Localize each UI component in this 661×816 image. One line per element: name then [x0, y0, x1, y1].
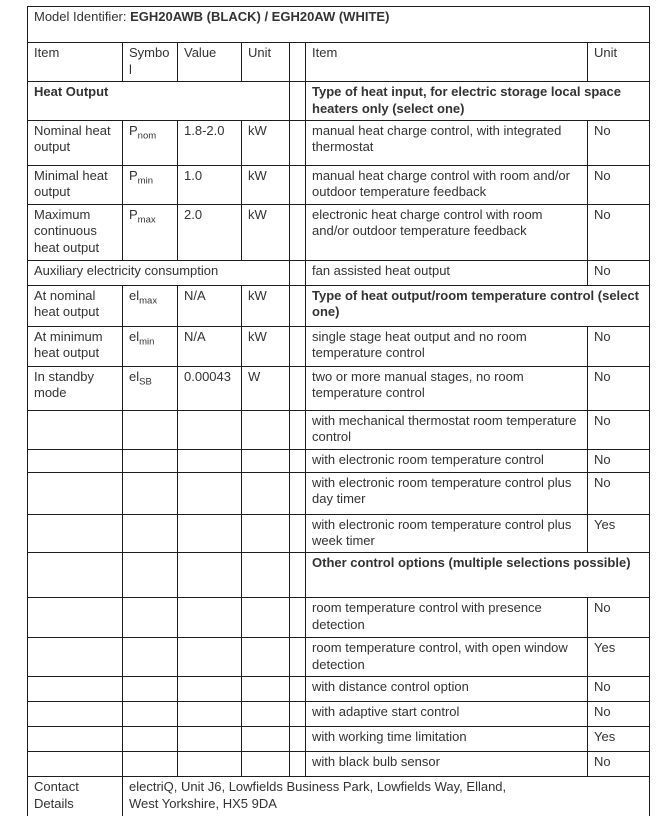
empty-cell [28, 677, 123, 702]
cell-control-option: manual heat charge control with room and/or outdoor temperature feedback [306, 165, 588, 204]
spacer-cell [290, 553, 306, 598]
spacer-cell [290, 472, 306, 514]
cell-answer: No [588, 120, 650, 165]
cell-control-option: two or more manual stages, no room temperature control [306, 366, 588, 410]
empty-cell [28, 449, 123, 472]
empty-cell [28, 410, 123, 449]
table-row [28, 7, 650, 43]
model-identifier-cell [28, 7, 650, 43]
symbol-base: P [129, 167, 138, 183]
product-spec-table [27, 6, 650, 816]
cell-value: 0.00043 [178, 366, 242, 410]
empty-cell [123, 727, 178, 752]
cell-item: Nominal heat output [28, 120, 123, 165]
cell-control-option: with distance control option [306, 677, 588, 702]
contact-details-label: Contact Details [28, 777, 123, 816]
spacer-cell [290, 260, 306, 285]
cell-symbol [123, 366, 178, 410]
cell-value: 1.0 [178, 165, 242, 204]
empty-cell [178, 410, 242, 449]
empty-cell [178, 472, 242, 514]
spacer-cell [290, 165, 306, 204]
spacer-cell [290, 638, 306, 677]
empty-cell [28, 752, 123, 777]
cell-answer: No [588, 366, 650, 410]
cell-control-option: with electronic room temperature control plus day timer [306, 472, 588, 514]
cell-item: In standby mode [28, 366, 123, 410]
symbol-base: P [129, 122, 138, 138]
model-identifier-value: EGH20AWB (BLACK) / EGH20AW (WHITE) [130, 9, 390, 24]
cell-control-option: room temperature control with presence detection [306, 598, 588, 638]
empty-cell [123, 702, 178, 727]
table-row [28, 638, 650, 677]
cell-control-option: with electronic room temperature control plus week timer [306, 514, 588, 553]
empty-cell [123, 752, 178, 777]
empty-cell [123, 514, 178, 553]
contact-address-line2: West Yorkshire, HX5 9DA [129, 796, 277, 812]
cell-control-option: manual heat charge control, with integrated thermostat [306, 120, 588, 165]
table-row [28, 43, 650, 82]
empty-cell [28, 727, 123, 752]
empty-cell [123, 472, 178, 514]
column-header-unit-right: Unit [588, 43, 650, 82]
empty-cell [242, 472, 290, 514]
empty-cell [178, 553, 242, 598]
spacer-cell [290, 598, 306, 638]
table-row [28, 702, 650, 727]
empty-cell [242, 677, 290, 702]
spacer-cell [290, 727, 306, 752]
cell-control-option: with electronic room temperature control [306, 449, 588, 472]
spacer-cell [290, 285, 306, 326]
cell-symbol [123, 326, 178, 366]
table-row [28, 553, 650, 598]
section-heading-heat-input-type: Type of heat input, for electric storage local space heaters only (select one) [306, 81, 650, 120]
empty-cell [28, 553, 123, 598]
empty-cell [123, 598, 178, 638]
cell-answer: No [588, 472, 650, 514]
table-row [28, 752, 650, 777]
empty-cell [242, 638, 290, 677]
empty-cell [178, 514, 242, 553]
cell-answer: Yes [588, 727, 650, 752]
symbol-subscript: nom [137, 130, 157, 142]
empty-cell [123, 410, 178, 449]
spacer-cell [290, 366, 306, 410]
cell-answer: No [588, 260, 650, 285]
spacer-cell [290, 120, 306, 165]
symbol-subscript: max [137, 214, 156, 226]
empty-cell [242, 598, 290, 638]
cell-answer: No [588, 752, 650, 777]
spacer-cell [290, 677, 306, 702]
empty-cell [178, 702, 242, 727]
table-row [28, 204, 650, 260]
cell-answer: No [588, 204, 650, 260]
cell-item: At nominal heat output [28, 285, 123, 326]
empty-cell [123, 449, 178, 472]
cell-answer: Yes [588, 638, 650, 677]
symbol-subscript: max [139, 295, 158, 307]
spacer-cell [290, 326, 306, 366]
empty-cell [28, 638, 123, 677]
column-header-unit-left: Unit [242, 43, 290, 82]
symbol-subscript: min [137, 175, 153, 187]
empty-cell [178, 727, 242, 752]
column-header-symbol: Symbol [123, 43, 178, 82]
cell-unit: kW [242, 165, 290, 204]
empty-cell [178, 638, 242, 677]
empty-cell [242, 702, 290, 727]
column-header-item-right: Item [306, 43, 588, 82]
empty-cell [242, 514, 290, 553]
spacer-cell [290, 449, 306, 472]
cell-symbol [123, 285, 178, 326]
symbol-base: el [129, 328, 140, 344]
table-row [28, 677, 650, 702]
empty-cell [242, 553, 290, 598]
table-row [28, 727, 650, 752]
table-row [28, 598, 650, 638]
cell-control-option: single stage heat output and no room temperature control [306, 326, 588, 366]
cell-symbol [123, 165, 178, 204]
cell-answer: No [588, 677, 650, 702]
table-row [28, 81, 650, 120]
cell-answer: No [588, 165, 650, 204]
spacer-cell [290, 204, 306, 260]
section-heading-other-control-options: Other control options (multiple selections possible) [306, 553, 650, 598]
cell-symbol [123, 204, 178, 260]
cell-value: 2.0 [178, 204, 242, 260]
cell-control-option: with mechanical thermostat room temperature control [306, 410, 588, 449]
table-row [28, 449, 650, 472]
contact-address-line1: electriQ, Unit J6, Lowfields Business Park, Lowfields Way, Elland, [129, 779, 507, 795]
empty-cell [178, 677, 242, 702]
column-header-value: Value [178, 43, 242, 82]
cell-control-option: with black bulb sensor [306, 752, 588, 777]
cell-control-option: with working time limitation [306, 727, 588, 752]
table-row [28, 366, 650, 410]
spacer-cell [290, 514, 306, 553]
table-row [28, 120, 650, 165]
cell-item-span: Auxiliary electricity consumption [28, 260, 290, 285]
cell-answer: No [588, 702, 650, 727]
model-identifier-label: Model Identifier: [34, 9, 131, 24]
section-heading-heat-output-control: Type of heat output/room temperature control (select one) [306, 285, 650, 326]
empty-cell [28, 598, 123, 638]
spacer-cell [290, 752, 306, 777]
table-row [28, 285, 650, 326]
symbol-base: el [129, 287, 140, 303]
cell-item: Maximum continuous heat output [28, 204, 123, 260]
empty-cell [123, 677, 178, 702]
cell-item: At minimum heat output [28, 326, 123, 366]
spacer-cell [290, 702, 306, 727]
cell-control-option: with adaptive start control [306, 702, 588, 727]
empty-cell [178, 449, 242, 472]
contact-details-value [123, 777, 650, 816]
empty-cell [123, 638, 178, 677]
empty-cell [178, 752, 242, 777]
empty-cell [242, 449, 290, 472]
table-row [28, 777, 650, 816]
cell-answer: No [588, 326, 650, 366]
column-header-item-left: Item [28, 43, 123, 82]
cell-value: 1.8-2.0 [178, 120, 242, 165]
cell-value: N/A [178, 326, 242, 366]
section-heading-heat-output: Heat Output [28, 81, 290, 120]
cell-unit: W [242, 366, 290, 410]
table-row [28, 472, 650, 514]
empty-cell [242, 727, 290, 752]
symbol-base: P [129, 206, 138, 222]
empty-cell [28, 702, 123, 727]
empty-cell [242, 752, 290, 777]
table-row [28, 326, 650, 366]
cell-unit: kW [242, 326, 290, 366]
table-row [28, 260, 650, 285]
empty-cell [178, 598, 242, 638]
spacer-cell [290, 410, 306, 449]
spacer-cell [290, 43, 306, 82]
cell-control-option: fan assisted heat output [306, 260, 588, 285]
cell-answer: Yes [588, 514, 650, 553]
empty-cell [28, 472, 123, 514]
symbol-subscript: SB [139, 376, 152, 388]
cell-symbol [123, 120, 178, 165]
cell-answer: No [588, 449, 650, 472]
empty-cell [123, 553, 178, 598]
cell-answer: No [588, 598, 650, 638]
cell-control-option: electronic heat charge control with room and/or outdoor temperature feedback [306, 204, 588, 260]
empty-cell [28, 514, 123, 553]
table-row [28, 410, 650, 449]
cell-value: N/A [178, 285, 242, 326]
cell-control-option: room temperature control, with open window detection [306, 638, 588, 677]
cell-unit: kW [242, 285, 290, 326]
empty-cell [242, 410, 290, 449]
cell-unit: kW [242, 204, 290, 260]
cell-answer: No [588, 410, 650, 449]
symbol-subscript: min [139, 336, 155, 348]
cell-unit: kW [242, 120, 290, 165]
table-row [28, 514, 650, 553]
cell-item: Minimal heat output [28, 165, 123, 204]
spacer-cell [290, 81, 306, 120]
symbol-base: el [129, 368, 140, 384]
table-row [28, 165, 650, 204]
